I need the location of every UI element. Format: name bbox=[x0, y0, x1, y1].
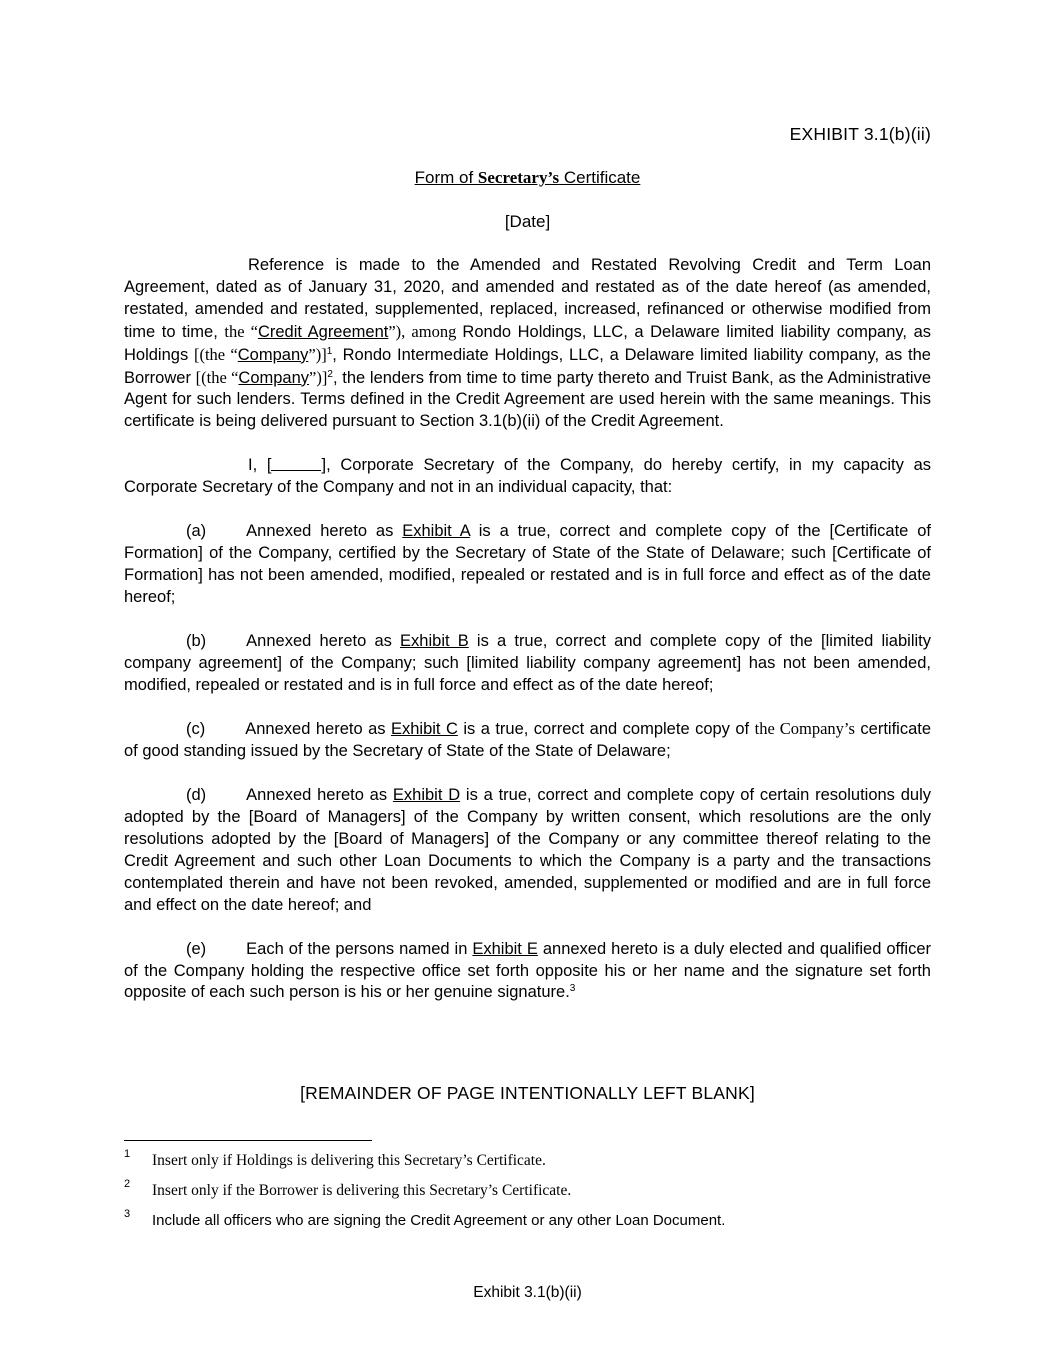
intro-text-10: [(the “ bbox=[195, 367, 239, 387]
footnote-ref-2: 2 bbox=[327, 368, 333, 380]
item-c-text-2: is a true, correct and complete copy of bbox=[457, 720, 755, 739]
item-c-text-1: Annexed hereto as bbox=[245, 720, 391, 739]
certify-paragraph bbox=[124, 455, 931, 499]
item-a-paragraph bbox=[124, 521, 931, 609]
footnote-ref-1: 1 bbox=[326, 345, 333, 357]
item-b-text-1: Annexed hereto as bbox=[246, 631, 401, 650]
exhibit-a-reference: Exhibit A bbox=[402, 522, 470, 541]
footnote-2-number: 2 bbox=[124, 1178, 131, 1190]
item-d-text-1: Annexed hereto as bbox=[246, 786, 393, 805]
exhibit-d-reference: Exhibit D bbox=[392, 786, 461, 805]
footnote-divider bbox=[124, 1140, 372, 1141]
name-blank-line bbox=[271, 456, 321, 471]
form-title bbox=[0, 168, 1055, 188]
item-a-label: (a) bbox=[186, 522, 207, 541]
certify-text-1: I, [ bbox=[248, 456, 272, 475]
footnote-1-number: 1 bbox=[124, 1148, 131, 1160]
item-a-text-1: Annexed hereto as bbox=[246, 522, 403, 541]
certify-text-2: ], Corporate Secretary of the Company, do hereby certify, in my capacity as Corporate Secretary of the Company and not in an individual capacity, that: bbox=[124, 456, 931, 497]
intro-text-6: [(the “ bbox=[193, 344, 238, 364]
date-placeholder: [Date] bbox=[504, 212, 551, 231]
exhibit-b-reference: Exhibit B bbox=[400, 631, 469, 650]
intro-text-4: ”), among bbox=[388, 321, 463, 341]
item-e-text-1: Each of the persons named in bbox=[246, 939, 473, 958]
form-title-part-1: Form of bbox=[414, 168, 478, 187]
item-e-text-2: annexed hereto is a duly elected and qualified officer of the Company holding the respective office set forth opposite his or her name and the signature set forth opposite of each such person is his or her genuine signature. bbox=[124, 939, 931, 1002]
intro-text-8: ”)] bbox=[308, 344, 327, 364]
page-footer-label: Exhibit 3.1(b)(ii) bbox=[473, 1284, 582, 1301]
item-b-label: (b) bbox=[186, 631, 207, 650]
intro-text-12: ”)] bbox=[309, 367, 328, 387]
remainder-notice: [REMAINDER OF PAGE INTENTIONALLY LEFT BLANK] bbox=[300, 1083, 755, 1103]
intro-text-1: Reference is made to the Amended and Restated Revolving Credit and Term Loan Agreement, dated as of January 31, 2020, and amended and restated as of the date hereof (as amended, restated, amended and restated, supplemented, replaced, increased, refinanced or otherwise modified from time to time, bbox=[124, 256, 931, 341]
intro-text-9: , Rondo Intermediate Holdings, LLC, a Delaware limited liability company, as the Borrower bbox=[124, 345, 931, 387]
item-c-paragraph bbox=[124, 718, 931, 763]
certificate-body bbox=[124, 255, 931, 1004]
item-e-paragraph bbox=[124, 939, 931, 1005]
form-title-part-3: Certificate bbox=[559, 168, 641, 187]
item-d-text-2: is a true, correct and complete copy of certain resolutions duly adopted by the [Board of Managers] of the Company by written consent, which resolutions are the only resolutions adopted by the [Board of Managers] of the Company or any committee thereof relating to the Credit Agreement and such other Loan Documents to which the Company is a party and the transactions contemplated therein and have not been revoked, amended, supplemented or modified and are in full force and effect on the date hereof; and bbox=[124, 786, 931, 914]
company-defined-term-2: Company bbox=[238, 368, 310, 387]
footnote-ref-3: 3 bbox=[569, 983, 576, 995]
exhibit-header-label: EXHIBIT 3.1(b)(ii) bbox=[789, 124, 931, 144]
exhibit-e-reference: Exhibit E bbox=[472, 939, 538, 958]
footnote-1-text: Insert only if Holdings is delivering this Secretary’s Certificate. bbox=[152, 1152, 546, 1169]
item-d-label: (d) bbox=[186, 786, 207, 805]
intro-text-2: the “ bbox=[224, 321, 258, 341]
item-c-text-3: the Company’s bbox=[754, 719, 855, 739]
intro-text-5: Rondo Holdings, LLC, a Delaware limited liability company, as Holdings bbox=[124, 322, 931, 364]
footnote-2-text: Insert only if the Borrower is delivering this Secretary’s Certificate. bbox=[152, 1182, 572, 1199]
item-d-paragraph bbox=[124, 785, 931, 916]
intro-paragraph bbox=[124, 255, 931, 433]
credit-agreement-defined-term: Credit Agreement bbox=[257, 322, 389, 341]
footnote-3-text: Include all officers who are signing the Credit Agreement or any other Loan Document. bbox=[152, 1212, 726, 1229]
item-b-paragraph bbox=[124, 631, 931, 697]
company-defined-term-1: Company bbox=[237, 345, 309, 364]
exhibit-c-reference: Exhibit C bbox=[390, 720, 458, 739]
item-c-text-4: certificate of good standing issued by the Secretary of State of the State of Delaware; bbox=[124, 720, 932, 761]
footnote-3-number: 3 bbox=[124, 1208, 131, 1220]
item-e-label: (e) bbox=[186, 939, 207, 958]
form-title-part-2: Secretary’s bbox=[477, 168, 560, 187]
item-b-text-2: is a true, correct and complete copy of the [limited liability company agreement] of the Company; such [limited liability company agreement] has not been amended, modified, repealed or restated and is in full force and effect as of the date hereof; bbox=[124, 631, 931, 694]
intro-text-13: , the lenders from time to time party thereto and Truist Bank, as the Administrative Agent for such lenders. Terms defined in the Credit Agreement are used herein with the same meanings. This certificate is being delivered pursuant to Section 3.1(b)(ii) of the Credit Agreement. bbox=[124, 368, 931, 431]
item-c-label: (c) bbox=[186, 720, 206, 739]
item-a-text-2: is a true, correct and complete copy of the [Certificate of Formation] of the Company, certified by the Secretary of State of the State of Delaware; such [Certificate of Formation] has not been amended, modified, repealed or restated and is in full force and effect as of the date hereof; bbox=[124, 522, 931, 606]
